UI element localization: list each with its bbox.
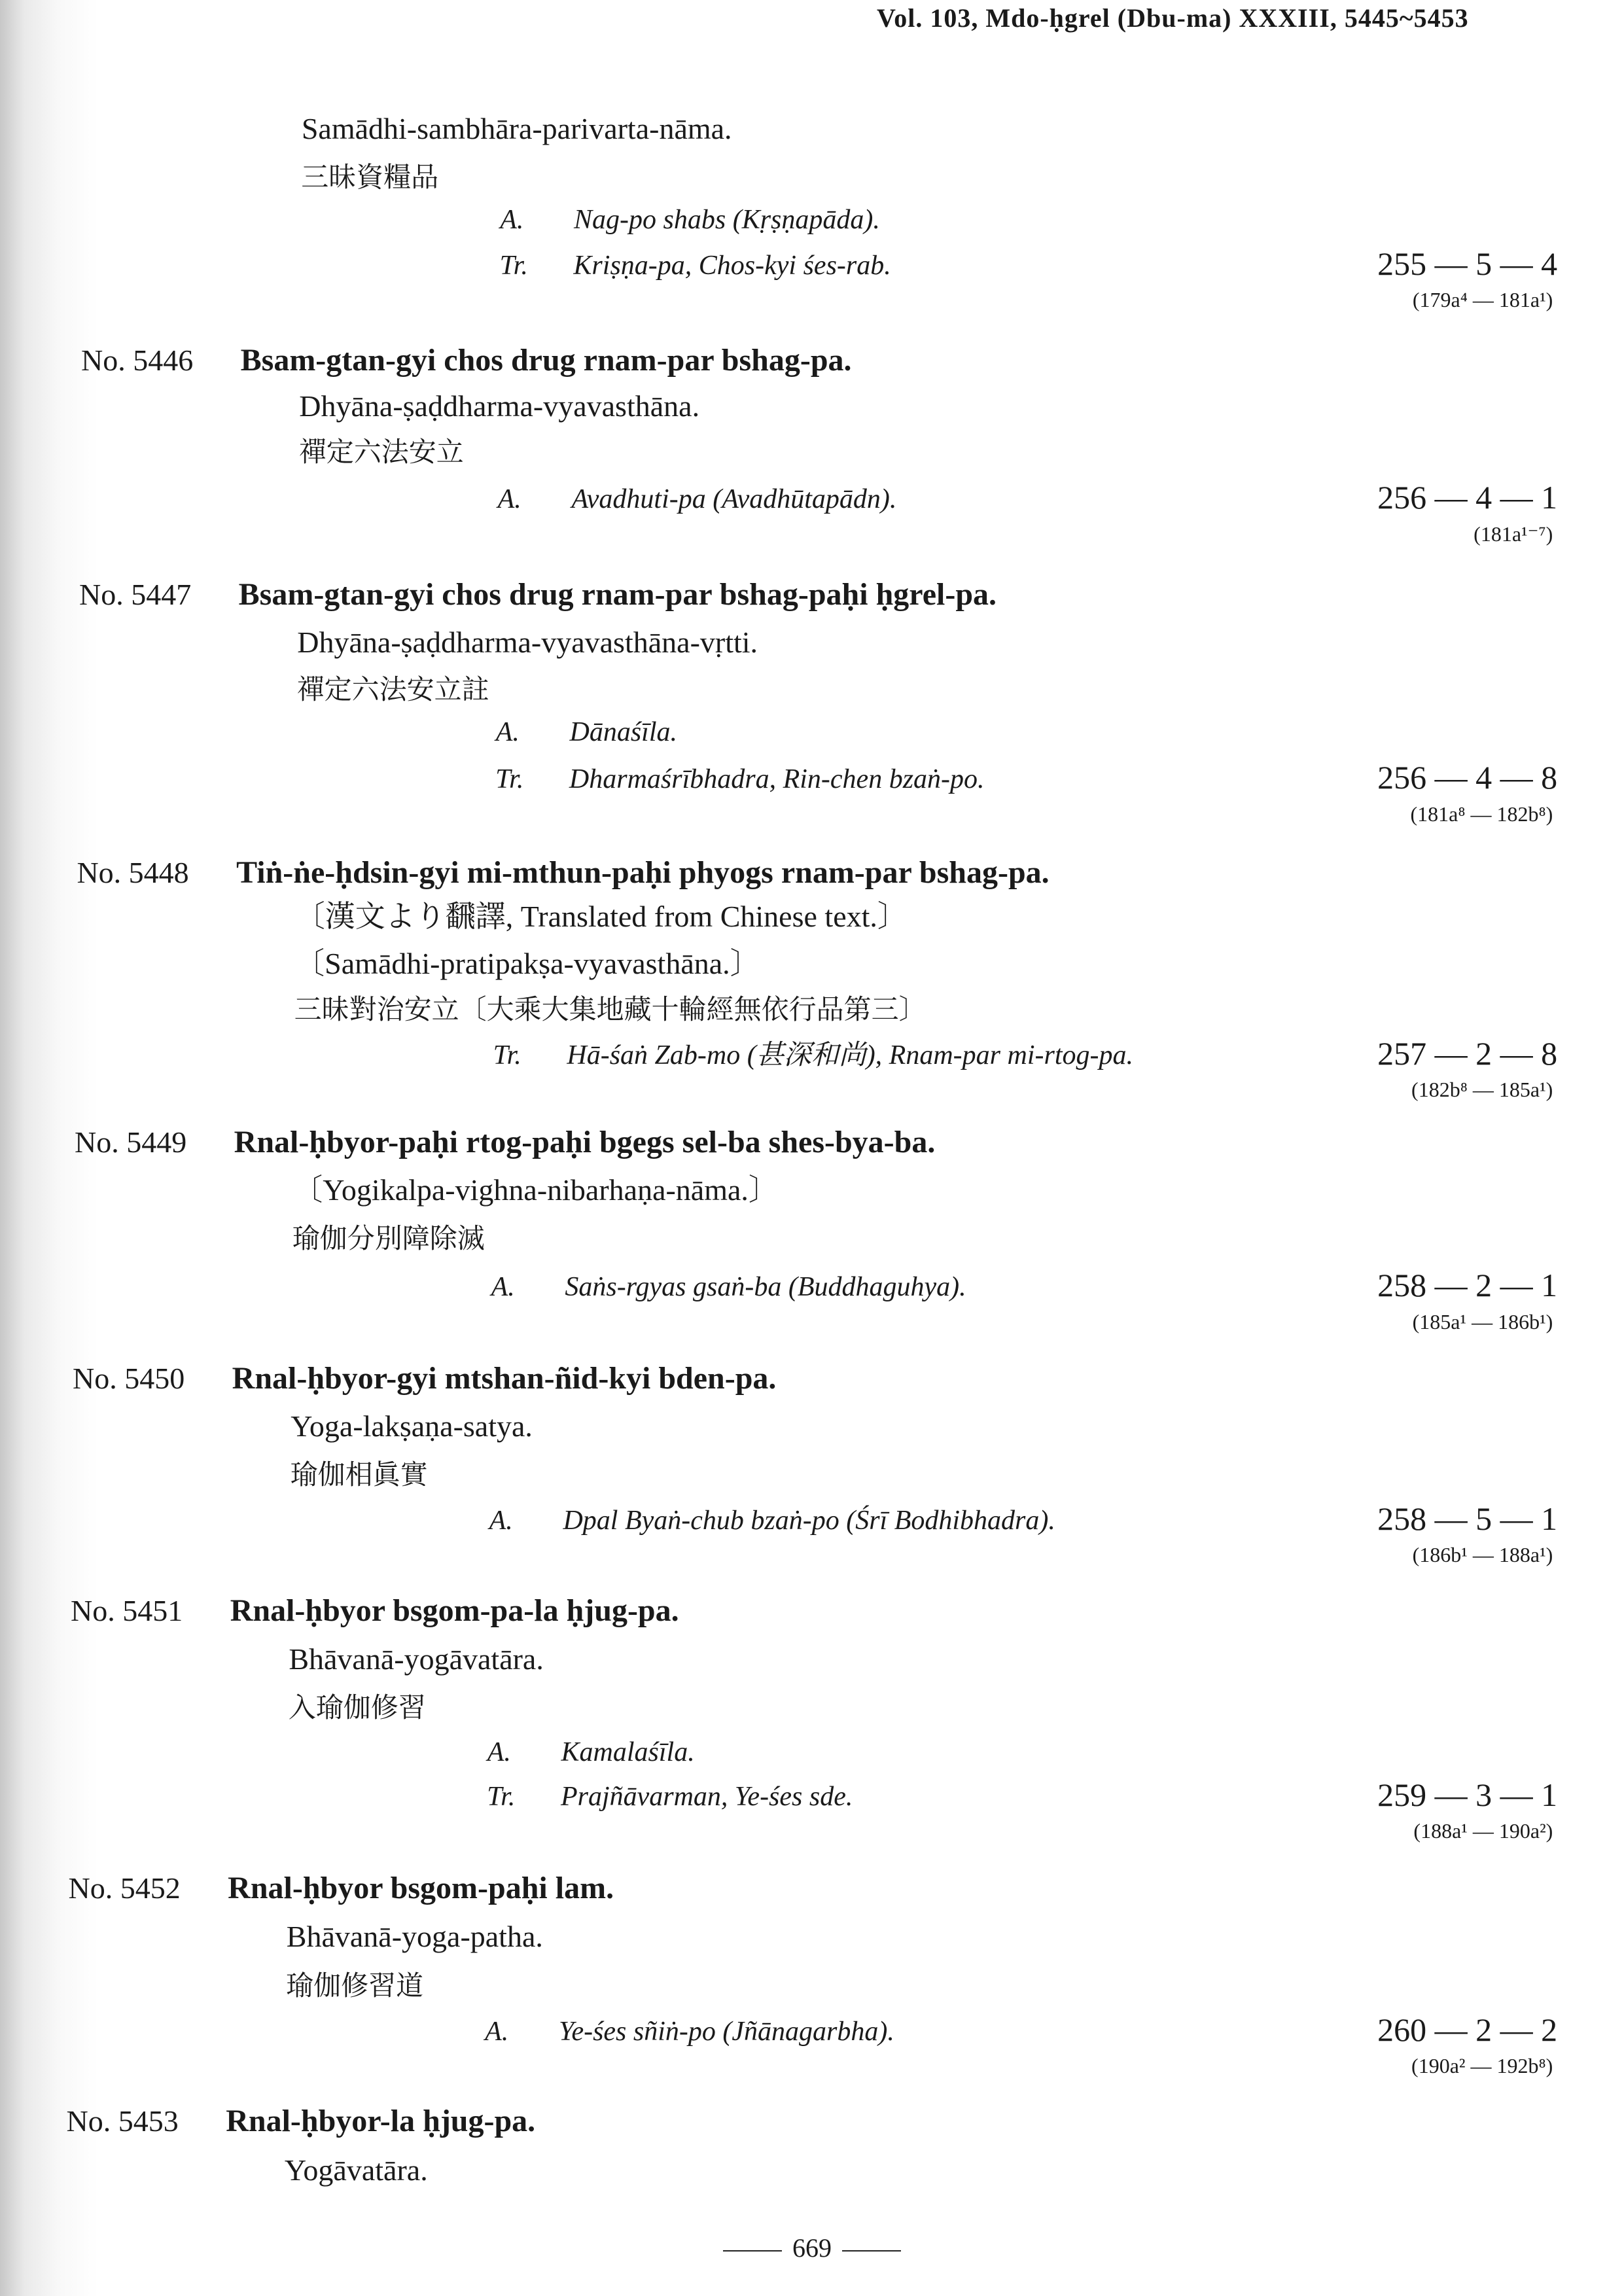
running-header: Vol. 103, Mdo-ḥgrel (Dbu-ma) XXXIII, 5445~5453 xyxy=(877,3,1469,33)
role-name: Hā-śaṅ Zab-mo (甚深和尚), Rnam-par mi-rtog-pa. xyxy=(567,1040,1133,1071)
role-label: Tr. xyxy=(495,764,524,795)
entry-number: No. 5451 xyxy=(71,1593,183,1627)
role-name: Nag-po shabs (Kṛṣṇapāda). xyxy=(574,205,880,236)
folio-reference: (190a² — 192b⁸) xyxy=(1411,2053,1553,2077)
volume-reference: 258 — 2 — 1 xyxy=(1377,1267,1558,1304)
chinese-title: 三昧對治安立〔大乘大集地藏十輪經無依行品第三〕 xyxy=(294,993,927,1026)
role-name: Prajñāvarman, Ye-śes sde. xyxy=(560,1781,853,1812)
entry-title: Rnal-ḥbyor-gyi mtshan-ñid-kyi bden-pa. xyxy=(232,1361,777,1396)
entry-title: Rnal-ḥbyor-la ḥjug-pa. xyxy=(226,2104,536,2139)
entry-subtitle: Samādhi-sambhāra-parivarta-nāma. xyxy=(301,111,732,145)
folio-reference: (181a⁸ — 182b⁸) xyxy=(1410,802,1553,826)
page-footer xyxy=(0,2233,1624,2263)
role-label: A. xyxy=(491,1272,515,1303)
entry-title: Rnal-ḥbyor bsgom-paḥi lam. xyxy=(228,1870,614,1905)
entry-title: Rnal-ḥbyor-paḥi rtog-paḥi bgegs sel-ba shes-bya-ba. xyxy=(234,1125,936,1160)
entry-subtitle: Dhyāna-ṣaḍdharma-vyavasthāna. xyxy=(299,389,700,423)
entry-subtitle: Yoga-lakṣaṇa-satya. xyxy=(291,1409,533,1443)
role-name: Avadhuti-pa (Avadhūtapādn). xyxy=(571,484,897,514)
role-name: Saṅs-rgyas gsaṅ-ba (Buddhaguhya). xyxy=(565,1272,966,1303)
entry-number: No. 5449 xyxy=(75,1125,187,1159)
entry-number: No. 5446 xyxy=(80,343,194,377)
entry-number: No. 5450 xyxy=(73,1362,185,1396)
folio-reference: (188a¹ — 190a²) xyxy=(1413,1818,1553,1843)
page-number: 669 xyxy=(792,2233,832,2263)
role-label: Tr. xyxy=(499,251,528,281)
chinese-title: 瑜伽分別障除滅 xyxy=(292,1222,485,1255)
volume-reference: 255 — 5 — 4 xyxy=(1377,245,1558,283)
footer-rule-right xyxy=(842,2250,901,2252)
role-label: A. xyxy=(500,205,524,236)
role-name: Dānaśīla. xyxy=(569,717,677,748)
role-label: Tr. xyxy=(487,1781,516,1812)
folio-reference: (181a¹⁻⁷) xyxy=(1474,521,1553,546)
entry-title: Bsam-gtan-gyi chos drug rnam-par bshag-paḥi ḥgrel-pa. xyxy=(238,577,997,612)
entry-subtitle: 〔Yogikalpa-vighna-nibarhaṇa-nāma.〕 xyxy=(292,1173,779,1207)
entry-number: No. 5447 xyxy=(79,578,192,612)
entry-subtitle: Dhyāna-ṣaḍdharma-vyavasthāna-vṛtti. xyxy=(297,625,758,659)
entry-title: Tiṅ-ṅe-ḥdsin-gyi mi-mthun-paḥi phyogs rnam-par bshag-pa. xyxy=(236,855,1050,890)
volume-reference: 260 — 2 — 2 xyxy=(1377,2011,1558,2048)
entry-number: No. 5453 xyxy=(66,2104,179,2138)
volume-reference: 256 — 4 — 1 xyxy=(1377,478,1558,516)
role-name: Ye-śes sñiṅ-po (Jñānagarbha). xyxy=(558,2016,894,2047)
volume-reference: 257 — 2 — 8 xyxy=(1377,1035,1558,1072)
chinese-title: 瑜伽相眞實 xyxy=(290,1458,428,1491)
footer-rule-left xyxy=(723,2250,782,2252)
role-name: Kamalaśīla. xyxy=(561,1737,695,1768)
entry-title: Bsam-gtan-gyi chos drug rnam-par bshag-pa. xyxy=(240,342,852,378)
entry-subtitle: 〔漢文より飜譯, Translated from Chinese text.〕 xyxy=(294,900,908,934)
entry-subtitle: 〔Samādhi-pratipakṣa-vyavasthāna.〕 xyxy=(294,947,760,981)
entry-subtitle: Bhāvanā-yoga-patha. xyxy=(286,1920,543,1954)
volume-reference: 259 — 3 — 1 xyxy=(1377,1776,1558,1813)
folio-reference: (186b¹ — 188a¹) xyxy=(1412,1543,1553,1567)
role-name: Dharmaśrībhadra, Rin-chen bzaṅ-po. xyxy=(569,764,985,795)
volume-reference: 256 — 4 — 8 xyxy=(1377,759,1558,796)
entry-number: No. 5452 xyxy=(68,1871,181,1905)
entry-number: No. 5448 xyxy=(77,855,189,889)
entry-subtitle: Yogāvatāra. xyxy=(284,2153,428,2187)
role-label: Tr. xyxy=(493,1040,521,1071)
chinese-title: 三昧資糧品 xyxy=(301,160,439,193)
folio-reference: (182b⁸ — 185a¹) xyxy=(1411,1078,1553,1102)
entry-title: Rnal-ḥbyor bsgom-pa-la ḥjug-pa. xyxy=(230,1593,679,1628)
role-label: A. xyxy=(495,717,520,748)
chinese-title: 禪定六法安立註 xyxy=(296,673,489,705)
role-name: Dpal Byaṅ-chub bzaṅ-po (Śrī Bodhibhadra). xyxy=(563,1505,1055,1536)
entry-subtitle: Bhāvanā-yogāvatāra. xyxy=(289,1642,544,1676)
chinese-title: 入瑜伽修習 xyxy=(288,1691,426,1724)
role-label: A. xyxy=(487,1737,511,1768)
chinese-title: 瑜伽修習道 xyxy=(286,1969,424,2002)
role-label: A. xyxy=(485,2016,509,2047)
role-name: Kriṣṇa-pa, Chos-kyi śes-rab. xyxy=(573,251,891,281)
folio-reference: (185a¹ — 186b¹) xyxy=(1412,1309,1553,1333)
role-label: A. xyxy=(497,484,521,514)
folio-reference: (179a⁴ — 181a¹) xyxy=(1412,288,1553,312)
role-label: A. xyxy=(489,1505,513,1536)
chinese-title: 禪定六法安立 xyxy=(298,435,464,468)
volume-reference: 258 — 5 — 1 xyxy=(1377,1500,1558,1537)
